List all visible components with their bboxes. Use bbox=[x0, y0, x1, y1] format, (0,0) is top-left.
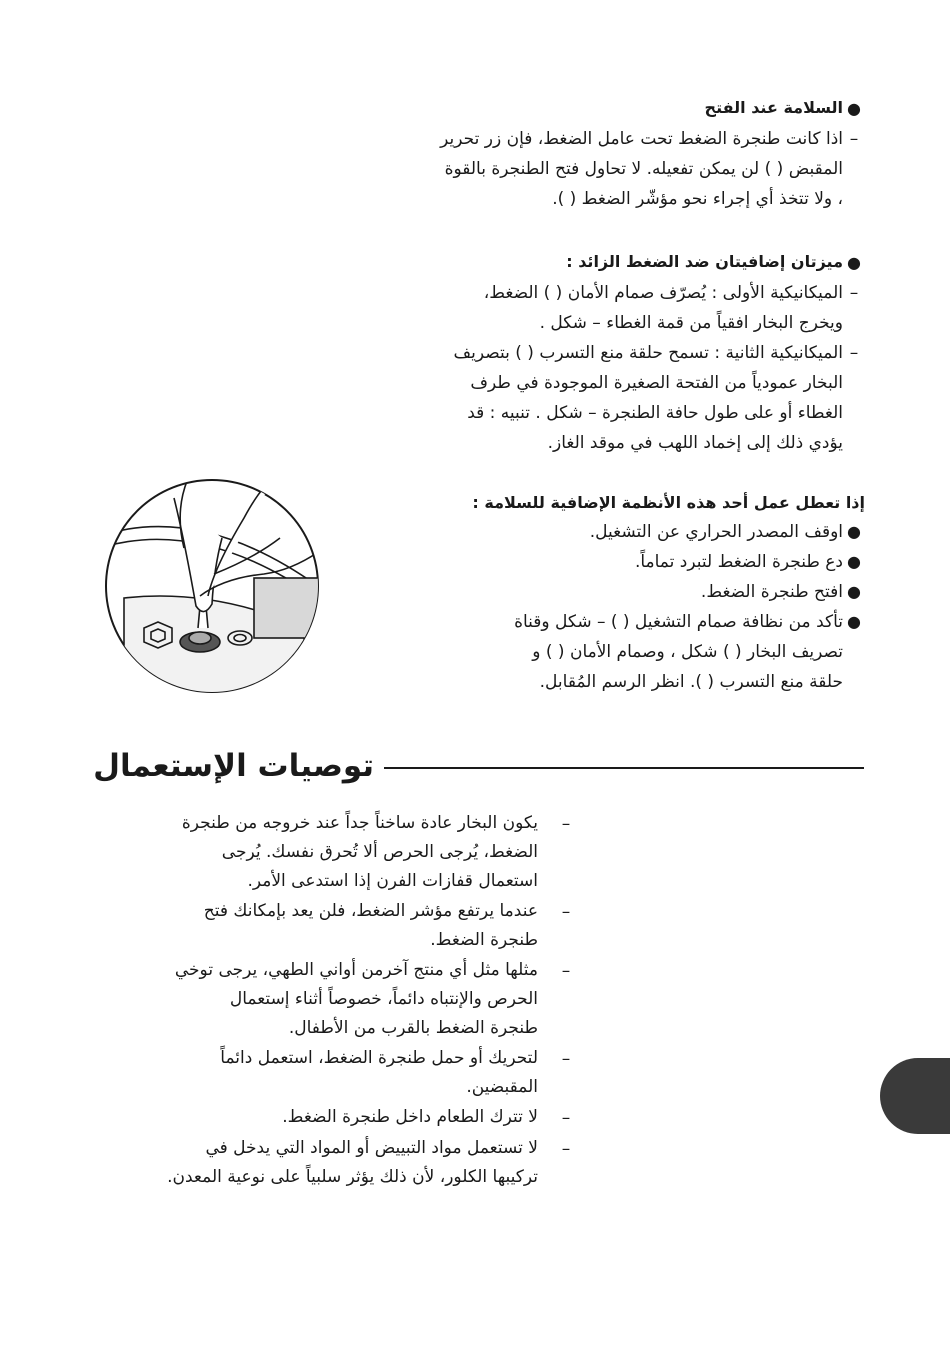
section3-bullet bbox=[345, 517, 865, 547]
recommendations-list bbox=[84, 809, 594, 1192]
dash-icon: – bbox=[561, 902, 571, 922]
recommendation-text: يكون البخار عادة ساخناً جداً عند خروجه من طنجرة الضغط، يُرجى الحرص ألا تُحرق نفسك. يُرجى استعمال قفازات الفرن إذا استدعى الأمر. bbox=[181, 813, 538, 891]
section3-bullet bbox=[345, 547, 865, 577]
bullet-dot-icon: ● bbox=[847, 552, 861, 571]
section1-title: السلامة عند الفتح bbox=[704, 98, 843, 117]
recommendation-text: مثلها مثل أي منتج آخرمن أواني الطهي، يرجى توخي الحرص والإنتباه دائماً، خصوصاً أثناء إستعمال طنجرة الضغط بالقرب من الأطفال. bbox=[174, 960, 538, 1038]
usage-heading: توصيات الإستعمال bbox=[93, 748, 374, 784]
dash-icon: – bbox=[849, 343, 859, 363]
recommendation-text: لتحريك أو حمل طنجرة الضغط، استعمل دائماً المقبضين. bbox=[220, 1048, 538, 1097]
page-tab-marker bbox=[880, 1058, 950, 1134]
dash-icon: – bbox=[561, 1139, 571, 1159]
recommendation-item bbox=[84, 1134, 594, 1192]
recommendation-item bbox=[84, 1103, 594, 1133]
section1-title-row bbox=[345, 94, 865, 124]
recommendation-text: عندما يرتفع مؤشر الضغط، فلن يعد بإمكانك فتح طنجرة الضغط. bbox=[203, 901, 538, 950]
section2-item-2 bbox=[345, 338, 865, 458]
recommendation-item bbox=[84, 1044, 594, 1102]
recommendation-item bbox=[84, 809, 594, 896]
section-failure-steps bbox=[345, 489, 865, 697]
usage-heading-wrap bbox=[84, 744, 374, 788]
section2-title: ميزتان إضافيتان ضد الضغط الزائد : bbox=[566, 252, 843, 271]
section2-item-1 bbox=[345, 278, 865, 338]
section2-item1 bbox=[345, 278, 843, 338]
dash-icon: – bbox=[561, 814, 571, 834]
pressure-cooker-hand-illustration bbox=[104, 478, 320, 694]
recommendation-item bbox=[84, 897, 594, 955]
bullet-dot-icon: ● bbox=[847, 522, 861, 541]
section3-bullet-text: دع طنجرة الضغط لتبرد تماماً. bbox=[634, 552, 843, 572]
section2-item2-text: الميكانيكية الثانية : تسمح حلقة منع التسرب ( ) بتصريف البخار عمودياً من الفتحة الصغيرة الموجودة في طرف الغطاء أو على طول حافة الطنجرة – شكل . تنبيه : قد يؤدي ذلك إلى إخماد اللهب في موقد الغاز. bbox=[453, 343, 843, 453]
section3-title: إذا تعطل عمل أحد هذه الأنظمة الإضافية للسلامة : bbox=[472, 493, 865, 512]
section2-item1-line1: الميكانيكية الأولى : يُصرّف صمام الأمان ( ) الضغط، bbox=[483, 283, 843, 303]
dash-icon: – bbox=[849, 283, 859, 303]
section-safety-opening bbox=[345, 94, 865, 214]
section1-item bbox=[345, 124, 865, 214]
section-extra-features bbox=[345, 248, 865, 458]
section2-title-row bbox=[345, 248, 865, 278]
recommendation-text: لا تترك الطعام داخل طنجرة الضغط. bbox=[282, 1107, 538, 1127]
dash-icon: – bbox=[849, 129, 859, 149]
dash-icon: – bbox=[561, 1049, 571, 1069]
section3-bullet bbox=[345, 607, 865, 697]
bullet-dot-icon: ● bbox=[847, 582, 861, 601]
section2-item1-line2: ويخرج البخار افقياً من قمة الغطاء – شكل . bbox=[539, 313, 843, 333]
bullet-dot-icon: ● bbox=[847, 99, 861, 118]
dash-icon: – bbox=[561, 1108, 571, 1128]
section3-bullet-text: افتح طنجرة الضغط. bbox=[700, 582, 843, 602]
heading-rule bbox=[384, 767, 864, 769]
section1-item-text: اذا كانت طنجرة الضغط تحت عامل الضغط، فإن زر تحرير المقبض ( ) لن يمكن تفعيله. لا تحاول فتح الطنجرة بالقوة ، ولا تتخذ أي إجراء نحو مؤشّر الضغط ( ). bbox=[440, 129, 843, 209]
recommendation-text: لا تستعمل مواد التبييض أو المواد التي يدخل في تركيبها الكلور، لأن ذلك يؤثر سلبياً على نوعية المعدن. bbox=[167, 1138, 538, 1187]
dash-icon: – bbox=[561, 961, 571, 981]
section3-bullet-text: تأكد من نظافة صمام التشغيل ( ) – شكل وقناة تصريف البخار ( ) شكل ، وصمام الأمان ( ) و حلقة منع التسرب ( ). انظر الرسم المُقابل. bbox=[514, 612, 843, 692]
section3-bullet bbox=[345, 577, 865, 607]
bullet-dot-icon: ● bbox=[847, 253, 861, 272]
section3-bullet-text: اوقف المصدر الحراري عن التشغيل. bbox=[589, 522, 843, 542]
recommendation-item bbox=[84, 956, 594, 1043]
bullet-dot-icon: ● bbox=[847, 612, 861, 631]
